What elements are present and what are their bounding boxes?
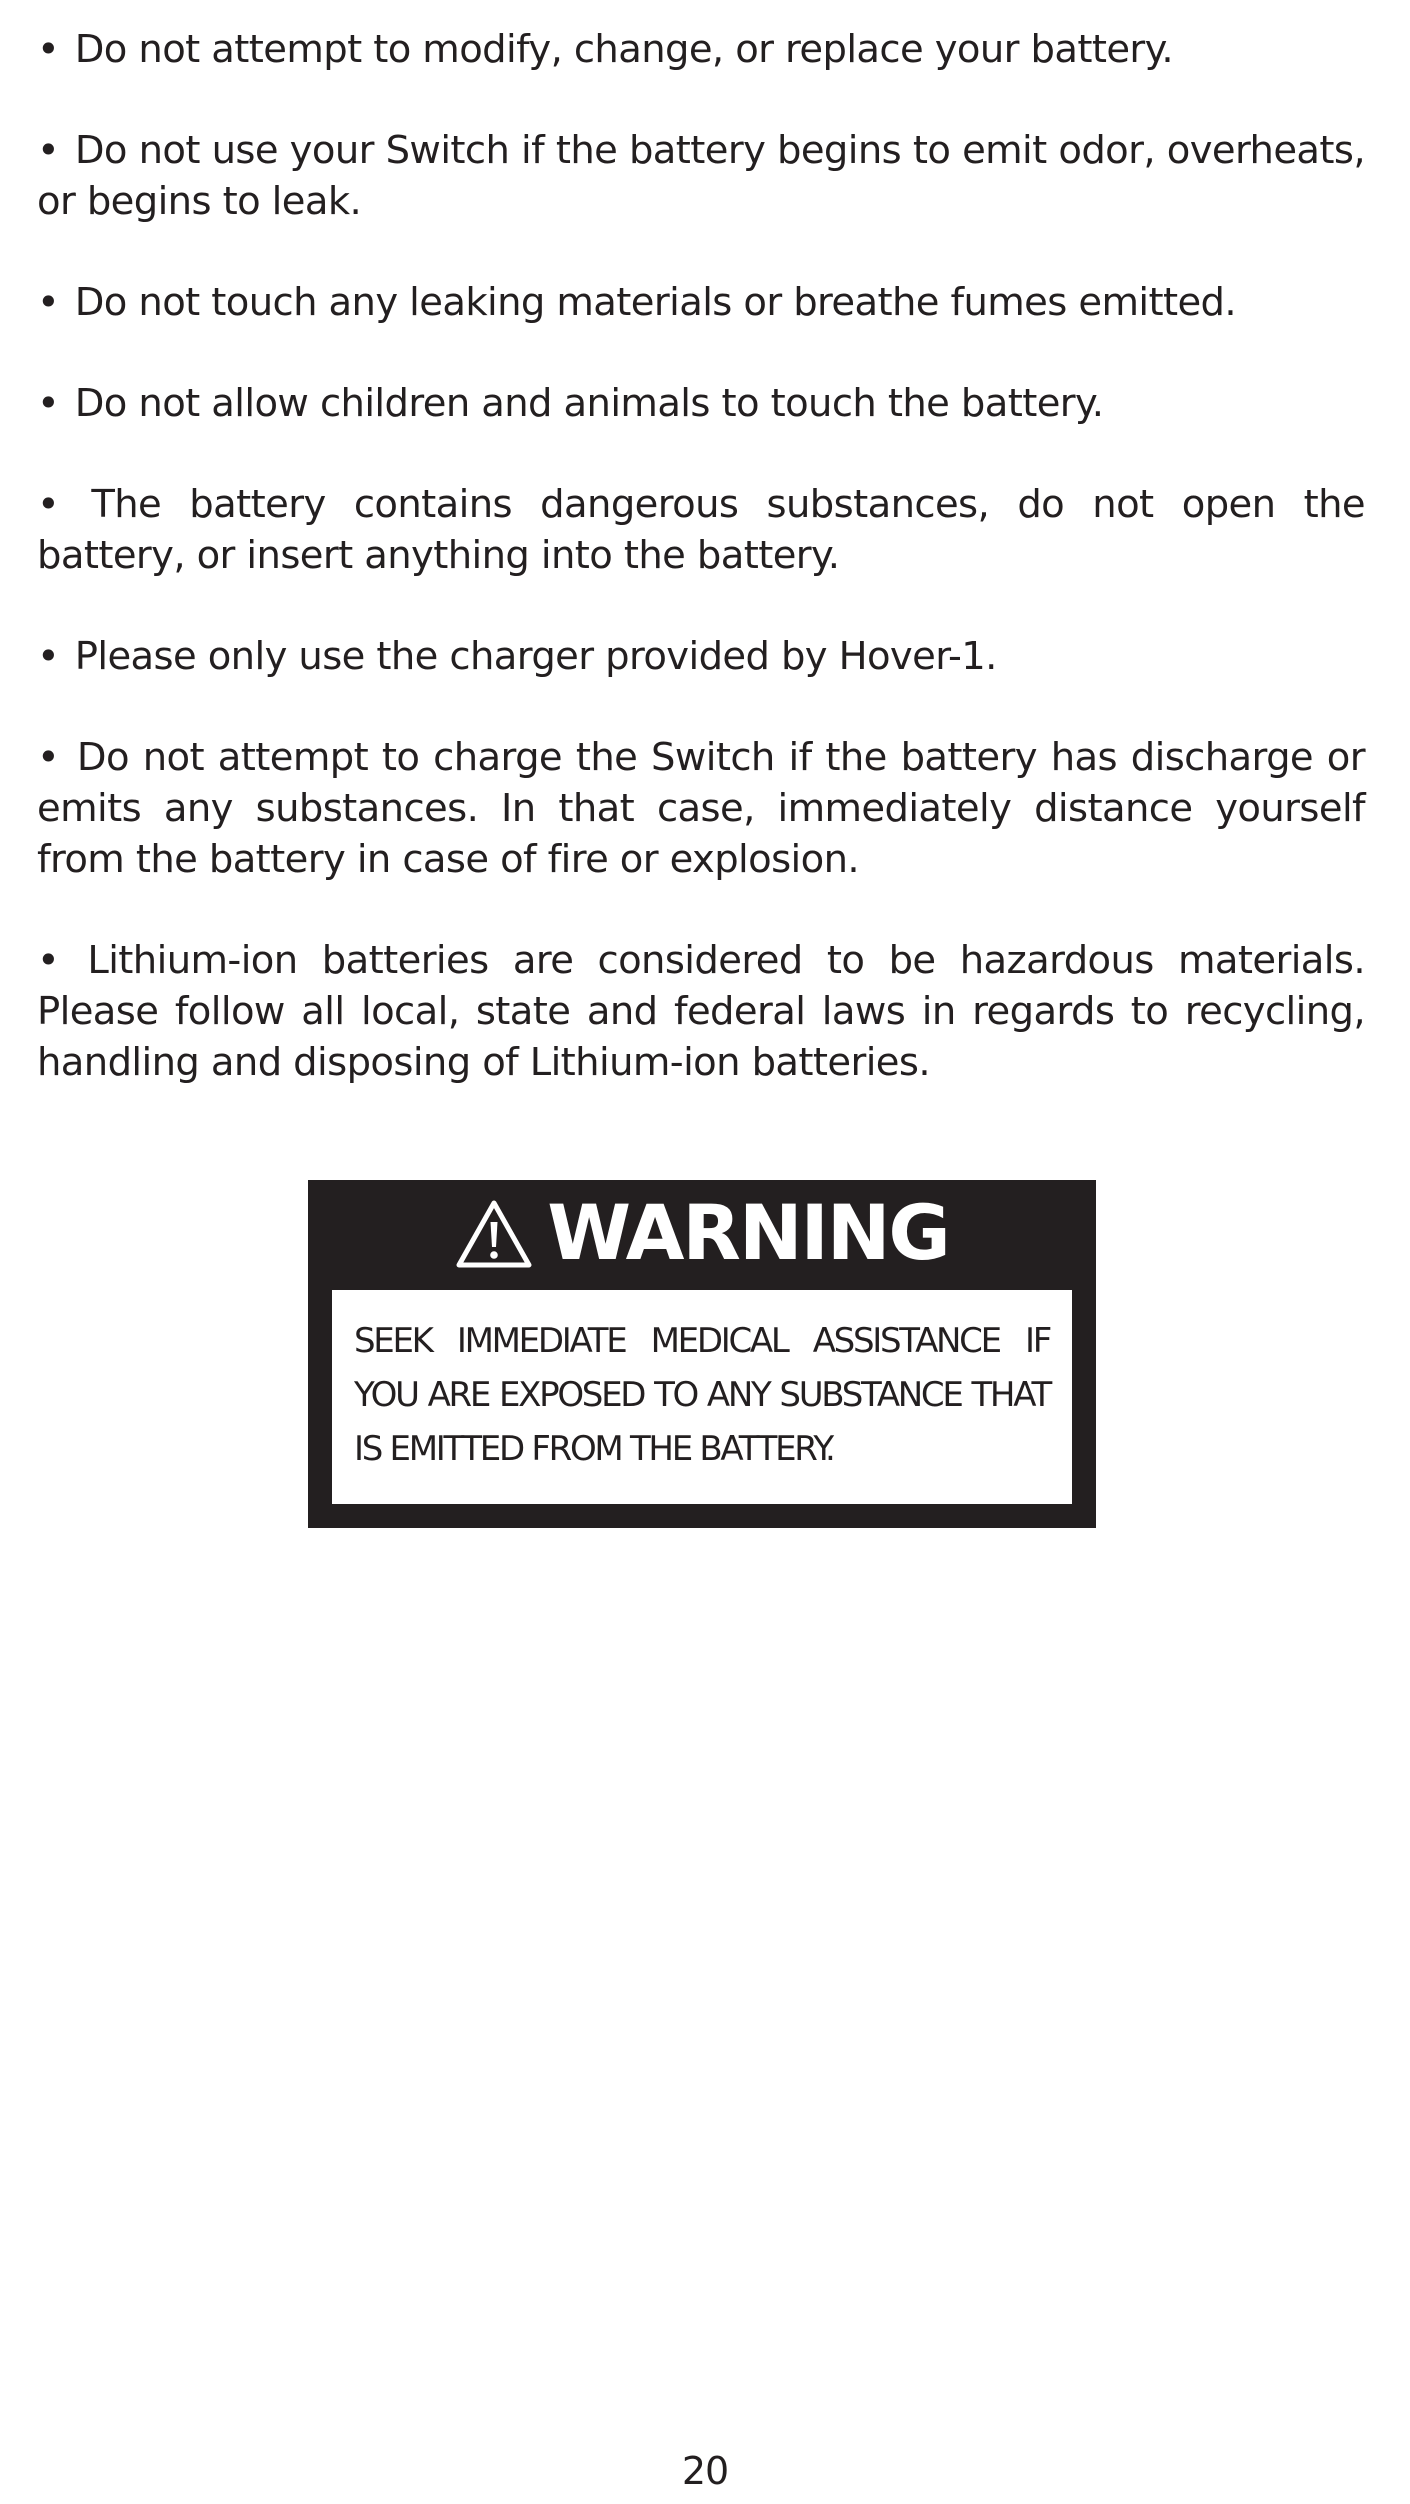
warning-title: WARNING (547, 1188, 949, 1277)
bullet-marker: • (37, 381, 60, 426)
bullet-text: Do not use your Switch if the battery begins to emit odor, overheats, or begins to leak. (37, 128, 1365, 224)
page-number: 20 (681, 2449, 729, 2493)
warning-message: SEEK IMMEDIATE MEDICAL ASSISTANCE IF YOU ARE EXPOSED TO ANY SUBSTANCE THAT IS EMITTED FROM THE BATTERY. (354, 1321, 1050, 1469)
bullet-text: Do not touch any leaking materials or breathe fumes emitted. (74, 280, 1237, 325)
warning-box (308, 1180, 1096, 1528)
bullet-text: Do not allow children and animals to touch the battery. (74, 381, 1104, 426)
bullet-item (37, 125, 1365, 227)
warning-message-panel (332, 1290, 1072, 1504)
bullet-text: The battery contains dangerous substances, do not open the battery, or insert anything into the battery. (37, 482, 1365, 578)
bullet-item (37, 378, 1365, 429)
bullet-text: Do not attempt to charge the Switch if the battery has discharge or emits any substances. In that case, immediately distance yourself from the battery in case of fire or explosion. (37, 735, 1365, 882)
safety-bullet-list (37, 24, 1365, 1138)
bullet-marker: • (37, 482, 60, 527)
bullet-item (37, 277, 1365, 328)
bullet-marker: • (37, 27, 60, 72)
bullet-text: Please only use the charger provided by Hover-1. (74, 634, 997, 679)
bullet-item (37, 24, 1365, 75)
bullet-marker: • (37, 128, 60, 173)
bullet-item (37, 732, 1365, 885)
bullet-text: Lithium-ion batteries are considered to be hazardous materials. Please follow all local, state and federal laws in regards to recycling, handling and disposing of Lithium-ion batteries. (37, 938, 1365, 1085)
warning-triangle-icon (455, 1198, 533, 1270)
bullet-marker: • (37, 280, 60, 325)
bullet-marker: • (37, 735, 60, 780)
bullet-marker: • (37, 634, 60, 679)
bullet-item (37, 935, 1365, 1088)
bullet-marker: • (37, 938, 60, 983)
bullet-text: Do not attempt to modify, change, or replace your battery. (74, 27, 1173, 72)
bullet-item (37, 631, 1365, 682)
warning-header (308, 1180, 1096, 1286)
bullet-item (37, 479, 1365, 581)
